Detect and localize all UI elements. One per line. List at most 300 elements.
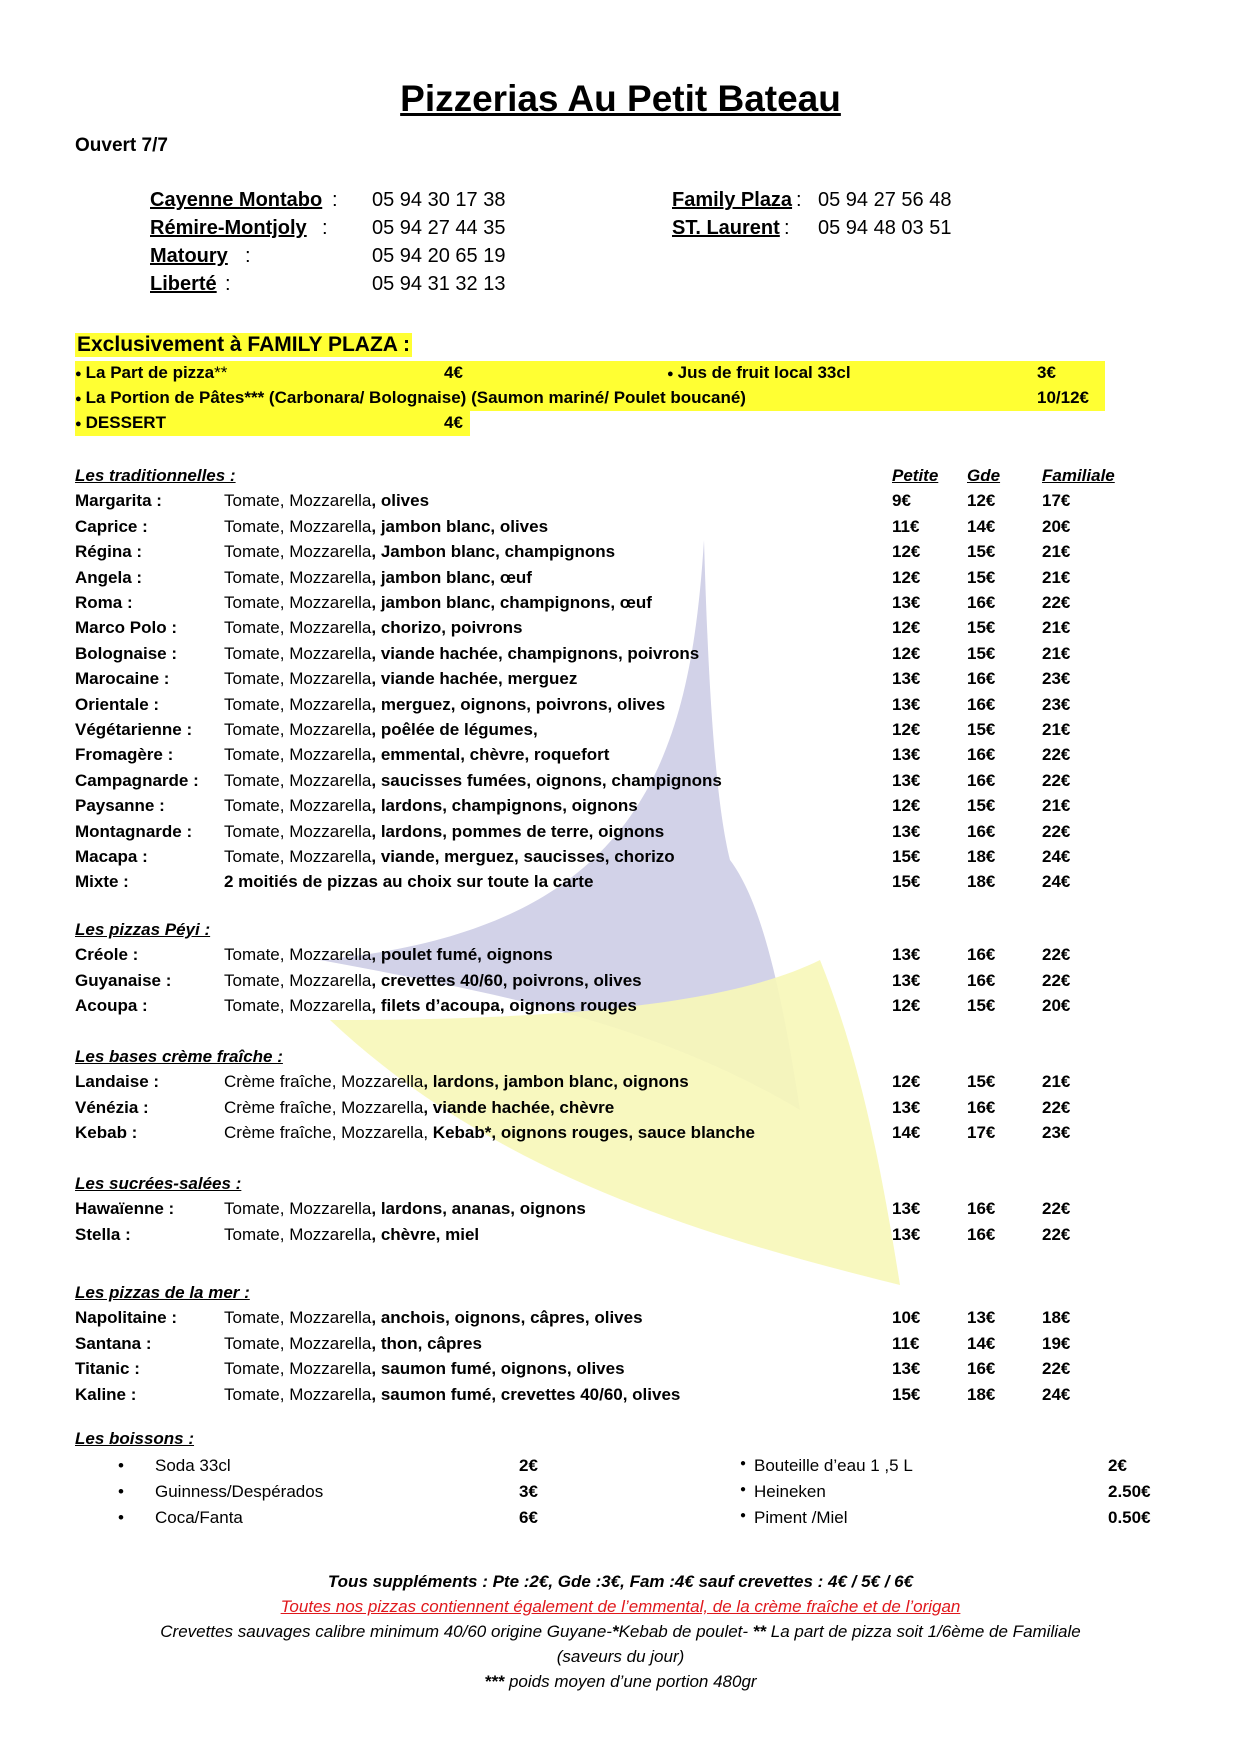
price-grande: 14€ bbox=[967, 1333, 996, 1353]
menu-item bbox=[0, 1308, 1241, 1333]
price-petite: 13€ bbox=[892, 945, 921, 965]
item-description bbox=[224, 945, 553, 965]
item-toppings: , lardons, ananas, oignons bbox=[371, 1199, 586, 1219]
section-title: Les pizzas de la mer : bbox=[75, 1283, 250, 1302]
opening-hours: Ouvert 7/7 bbox=[75, 135, 168, 156]
item-name: Paysanne : bbox=[75, 796, 165, 816]
item-name: Végétarienne : bbox=[75, 720, 193, 739]
shrimp-note-text: Crevettes sauvages calibre minimum 40/60 origine Guyane- bbox=[160, 1622, 612, 1641]
menu-item bbox=[0, 720, 1241, 745]
price-petite: 13€ bbox=[892, 1097, 921, 1117]
item-description bbox=[224, 847, 675, 867]
menu-item bbox=[0, 971, 1241, 996]
exclusive-item-price: 4€ bbox=[444, 363, 463, 382]
price-grande: 16€ bbox=[967, 694, 996, 714]
location-name: Matoury bbox=[150, 245, 228, 267]
item-description bbox=[224, 996, 637, 1016]
exclusive-item-price: 4€ bbox=[444, 413, 463, 432]
item-description bbox=[224, 822, 664, 842]
bullet-icon: ● bbox=[75, 417, 82, 430]
item-base: Tomate, Mozzarella bbox=[224, 770, 372, 790]
price-grande: 15€ bbox=[967, 567, 996, 587]
kebab-note-text: Kebab de poulet- bbox=[618, 1622, 753, 1641]
item-description bbox=[224, 720, 538, 740]
bullet-icon: ● bbox=[740, 1510, 747, 1521]
item-name: Kaline : bbox=[75, 1384, 137, 1404]
price-petite: 11€ bbox=[892, 1333, 920, 1353]
item-toppings: , jambon blanc, champignons, œuf bbox=[371, 593, 652, 612]
item-toppings: , saumon fumé, oignons, olives bbox=[371, 1359, 625, 1379]
price-familiale: 22€ bbox=[1042, 770, 1071, 790]
price-petite: 15€ bbox=[892, 1384, 921, 1404]
footnote-mark: ** bbox=[752, 1622, 767, 1641]
exclusive-item-label: La Part de pizza bbox=[85, 363, 215, 382]
menu-item bbox=[0, 945, 1241, 970]
item-description bbox=[224, 1308, 643, 1328]
bullet-icon: • bbox=[118, 1508, 124, 1527]
item-base: Tomate, Mozzarella bbox=[224, 1224, 372, 1244]
item-base: Tomate, Mozzarella bbox=[224, 796, 372, 816]
item-description bbox=[224, 1225, 479, 1245]
exclusive-item bbox=[667, 363, 851, 383]
location-phone: 05 94 27 56 48 bbox=[818, 189, 952, 211]
price-grande: 15€ bbox=[967, 796, 996, 816]
drink-name: Bouteille d’eau 1 ,5 L bbox=[754, 1456, 913, 1475]
location-name: ST. Laurent bbox=[672, 217, 780, 239]
item-toppings: , filets d’acoupa, oignons rouges bbox=[371, 996, 637, 1016]
menu-item bbox=[0, 669, 1241, 694]
price-familiale: 21€ bbox=[1042, 618, 1071, 638]
price-familiale: 22€ bbox=[1042, 745, 1071, 765]
section-title: Les bases crème fraîche : bbox=[75, 1047, 283, 1066]
item-name: Santana : bbox=[75, 1333, 152, 1353]
price-familiale: 20€ bbox=[1042, 516, 1071, 536]
footnote-mark: *** bbox=[484, 1672, 505, 1691]
item-base: Tomate, Mozzarella bbox=[224, 847, 372, 866]
price-petite: 13€ bbox=[892, 970, 921, 990]
menu-item bbox=[0, 996, 1241, 1021]
menu-item bbox=[0, 1359, 1241, 1384]
item-description bbox=[224, 796, 638, 816]
shrimp-note bbox=[0, 1622, 1241, 1642]
price-grande: 16€ bbox=[967, 669, 996, 689]
price-grande: 15€ bbox=[967, 542, 996, 562]
item-base: Tomate, Mozzarella bbox=[224, 593, 372, 612]
item-description bbox=[224, 771, 722, 791]
price-grande: 16€ bbox=[967, 745, 996, 765]
menu-item bbox=[0, 822, 1241, 847]
item-toppings: , lardons, champignons, oignons bbox=[371, 796, 638, 816]
price-petite: 15€ bbox=[892, 872, 921, 892]
item-toppings: , olives bbox=[371, 491, 430, 511]
item-toppings: , chèvre, miel bbox=[371, 1224, 480, 1244]
menu-item bbox=[0, 1098, 1241, 1123]
item-description bbox=[224, 1098, 614, 1118]
price-familiale: 22€ bbox=[1042, 1199, 1071, 1219]
price-grande: 13€ bbox=[967, 1308, 996, 1328]
item-name: Campagnarde : bbox=[75, 770, 199, 790]
menu-item bbox=[0, 847, 1241, 872]
exclusive-title: Exclusivement à FAMILY PLAZA : bbox=[77, 333, 410, 356]
bullet-icon: ● bbox=[667, 367, 674, 380]
price-familiale: 22€ bbox=[1042, 970, 1071, 990]
item-description bbox=[224, 568, 532, 588]
drink-price: 2€ bbox=[519, 1456, 538, 1475]
item-toppings: , viande, merguez, saucisses, chorizo bbox=[371, 847, 675, 866]
price-petite: 12€ bbox=[892, 567, 921, 587]
price-petite: 9€ bbox=[892, 491, 911, 511]
flavors-note: (saveurs du jour) bbox=[556, 1647, 685, 1666]
menu-item bbox=[0, 568, 1241, 593]
weight-note-text: poids moyen d’une portion 480gr bbox=[504, 1672, 757, 1691]
price-familiale: 21€ bbox=[1042, 567, 1071, 587]
price-petite: 14€ bbox=[892, 1123, 921, 1143]
item-name: Orientale : bbox=[75, 694, 160, 714]
ingredients-notice: Toutes nos pizzas contiennent également de l’emmental, de la crème fraîche et de l’origan bbox=[280, 1597, 961, 1616]
price-petite: 12€ bbox=[892, 720, 921, 739]
price-grande: 16€ bbox=[967, 1199, 996, 1219]
price-grande: 16€ bbox=[967, 1224, 996, 1244]
item-base: Tomate, Mozzarella bbox=[224, 643, 372, 663]
item-description bbox=[224, 745, 609, 765]
price-petite: 13€ bbox=[892, 745, 921, 765]
item-base: Tomate, Mozzarella bbox=[224, 618, 372, 638]
item-base: Tomate, Mozzarella bbox=[224, 745, 372, 765]
price-petite: 12€ bbox=[892, 643, 921, 663]
location-name: Family Plaza bbox=[672, 189, 793, 211]
section-title: Les traditionnelles : bbox=[75, 466, 236, 485]
item-toppings: , jambon blanc, olives bbox=[371, 516, 549, 536]
item-name: Bolognaise : bbox=[75, 643, 178, 663]
item-name: Hawaïenne : bbox=[75, 1199, 175, 1219]
item-base: Tomate, Mozzarella bbox=[224, 542, 372, 562]
item-base: Tomate, Mozzarella bbox=[224, 945, 372, 965]
item-description bbox=[224, 517, 548, 537]
item-name: Acoupa : bbox=[75, 996, 148, 1016]
price-petite: 13€ bbox=[892, 821, 921, 841]
item-name: Guyanaise : bbox=[75, 970, 172, 990]
menu-item bbox=[0, 1123, 1241, 1148]
item-base: Tomate, Mozzarella bbox=[224, 669, 372, 689]
menu-item bbox=[0, 618, 1241, 643]
price-grande: 16€ bbox=[967, 1097, 996, 1117]
location-phone: 05 94 27 44 35 bbox=[372, 217, 506, 239]
location-colon: : bbox=[245, 245, 251, 267]
drink-price: 2.50€ bbox=[1108, 1482, 1151, 1501]
item-base: Tomate, Mozzarella bbox=[224, 1384, 372, 1404]
price-familiale: 23€ bbox=[1042, 694, 1071, 714]
item-name: Créole : bbox=[75, 945, 139, 965]
menu-item bbox=[0, 1199, 1241, 1224]
item-base: Tomate, Mozzarella bbox=[224, 516, 372, 536]
location-colon: : bbox=[322, 217, 328, 239]
menu-item bbox=[0, 491, 1241, 516]
item-base: Crème fraîche, Mozzarella bbox=[224, 1072, 424, 1092]
location-name: Liberté bbox=[150, 273, 217, 295]
drink-price: 3€ bbox=[519, 1482, 538, 1501]
menu-item bbox=[0, 644, 1241, 669]
column-header-petite: Petite bbox=[892, 466, 939, 485]
item-toppings: , jambon blanc, œuf bbox=[371, 567, 532, 587]
item-base: Tomate, Mozzarella bbox=[224, 1308, 372, 1328]
price-petite: 12€ bbox=[892, 618, 921, 638]
item-description bbox=[224, 1199, 586, 1219]
drink-name: Soda 33cl bbox=[155, 1456, 231, 1475]
item-name: Margarita : bbox=[75, 491, 162, 511]
item-description bbox=[224, 618, 523, 638]
price-familiale: 17€ bbox=[1042, 491, 1071, 511]
bullet-icon: • bbox=[118, 1482, 124, 1501]
item-description bbox=[224, 1123, 755, 1143]
price-familiale: 23€ bbox=[1042, 1123, 1071, 1143]
price-petite: 12€ bbox=[892, 1072, 921, 1092]
exclusive-item bbox=[75, 388, 746, 408]
price-grande: 15€ bbox=[967, 996, 996, 1016]
item-toppings: , poêlée de légumes, bbox=[371, 720, 538, 739]
exclusive-item-price: 10/12€ bbox=[1037, 388, 1089, 407]
menu-item bbox=[0, 745, 1241, 770]
exclusive-item bbox=[75, 363, 227, 383]
price-grande: 16€ bbox=[967, 593, 996, 612]
price-familiale: 22€ bbox=[1042, 821, 1071, 841]
item-toppings: 2 moitiés de pizzas au choix sur toute la carte bbox=[224, 872, 594, 892]
column-header-familiale: Familiale bbox=[1042, 466, 1115, 485]
menu-item bbox=[0, 1072, 1241, 1097]
item-toppings: , emmental, chèvre, roquefort bbox=[371, 745, 610, 765]
price-grande: 14€ bbox=[967, 516, 996, 536]
item-toppings: , poulet fumé, oignons bbox=[371, 945, 553, 965]
menu-item bbox=[0, 695, 1241, 720]
price-grande: 15€ bbox=[967, 618, 996, 638]
price-petite: 12€ bbox=[892, 796, 921, 816]
item-name: Montagnarde : bbox=[75, 821, 193, 841]
item-description bbox=[224, 1385, 680, 1405]
item-name: Caprice : bbox=[75, 516, 148, 536]
price-grande: 15€ bbox=[967, 1072, 996, 1092]
item-description bbox=[224, 644, 699, 664]
price-familiale: 21€ bbox=[1042, 720, 1071, 739]
item-name: Régina : bbox=[75, 542, 143, 562]
price-petite: 13€ bbox=[892, 770, 921, 790]
item-description bbox=[224, 872, 593, 892]
item-description bbox=[224, 971, 642, 991]
location-phone: 05 94 30 17 38 bbox=[372, 189, 506, 211]
bullet-icon: ● bbox=[75, 367, 82, 380]
item-toppings: , viande hachée, merguez bbox=[371, 669, 578, 689]
item-description bbox=[224, 1359, 625, 1379]
price-grande: 17€ bbox=[967, 1123, 996, 1143]
menu-item bbox=[0, 517, 1241, 542]
drink-price: 6€ bbox=[519, 1508, 538, 1527]
item-base: Tomate, Mozzarella bbox=[224, 1359, 372, 1379]
location-phone: 05 94 48 03 51 bbox=[818, 217, 952, 239]
item-base: Tomate, Mozzarella bbox=[224, 491, 372, 511]
price-petite: 13€ bbox=[892, 669, 921, 689]
item-base: Tomate, Mozzarella bbox=[224, 821, 372, 841]
location-colon: : bbox=[784, 217, 790, 239]
bullet-icon: • bbox=[118, 1456, 124, 1475]
price-grande: 18€ bbox=[967, 847, 996, 866]
exclusive-item-price: 3€ bbox=[1037, 363, 1056, 382]
price-grande: 15€ bbox=[967, 643, 996, 663]
bullet-icon: ● bbox=[75, 392, 82, 405]
exclusive-item-label: Jus de fruit local 33cl bbox=[677, 363, 851, 382]
price-familiale: 22€ bbox=[1042, 593, 1071, 612]
exclusive-item-mark: ** bbox=[214, 363, 228, 382]
price-grande: 15€ bbox=[967, 720, 996, 739]
item-name: Roma : bbox=[75, 593, 133, 612]
menu-item bbox=[0, 872, 1241, 897]
price-grande: 16€ bbox=[967, 821, 996, 841]
price-petite: 13€ bbox=[892, 1199, 921, 1219]
price-familiale: 18€ bbox=[1042, 1308, 1071, 1328]
price-petite: 13€ bbox=[892, 593, 921, 612]
item-description bbox=[224, 491, 429, 511]
highlight-bar bbox=[75, 361, 1105, 386]
item-name: Macapa : bbox=[75, 847, 148, 866]
price-familiale: 22€ bbox=[1042, 1097, 1071, 1117]
item-toppings: , saucisses fumées, oignons, champignons bbox=[371, 770, 722, 790]
drinks-title: Les boissons : bbox=[75, 1429, 195, 1448]
page-title: Pizzerias Au Petit Bateau bbox=[400, 78, 841, 119]
price-grande: 18€ bbox=[967, 1384, 996, 1404]
price-grande: 16€ bbox=[967, 770, 996, 790]
price-familiale: 21€ bbox=[1042, 643, 1071, 663]
item-name: Marco Polo : bbox=[75, 618, 178, 638]
price-grande: 16€ bbox=[967, 945, 996, 965]
menu-item bbox=[0, 1225, 1241, 1250]
price-petite: 12€ bbox=[892, 542, 921, 562]
price-grande: 16€ bbox=[967, 1359, 996, 1379]
column-header-grande: Gde bbox=[967, 466, 1001, 485]
item-base: Tomate, Mozzarella bbox=[224, 720, 372, 739]
location-colon: : bbox=[332, 189, 338, 211]
item-toppings: , anchois, oignons, câpres, olives bbox=[371, 1308, 643, 1328]
drink-price: 0.50€ bbox=[1108, 1508, 1151, 1527]
price-familiale: 22€ bbox=[1042, 1224, 1071, 1244]
item-toppings: , viande hachée, champignons, poivrons bbox=[371, 643, 700, 663]
item-description bbox=[224, 695, 665, 715]
item-base: Tomate, Mozzarella bbox=[224, 1333, 372, 1353]
item-toppings: , saumon fumé, crevettes 40/60, olives bbox=[371, 1384, 681, 1404]
location-phone: 05 94 31 32 13 bbox=[372, 273, 506, 295]
drink-price: 2€ bbox=[1108, 1456, 1127, 1475]
item-name: Kebab : bbox=[75, 1123, 138, 1143]
price-familiale: 20€ bbox=[1042, 996, 1071, 1016]
menu-item bbox=[0, 593, 1241, 618]
exclusive-item-label: DESSERT bbox=[85, 413, 166, 432]
item-name: Vénézia : bbox=[75, 1097, 149, 1117]
item-toppings: , merguez, oignons, poivrons, olives bbox=[371, 694, 666, 714]
item-description bbox=[224, 1072, 689, 1092]
item-base: Crème fraîche, Mozzarella, bbox=[224, 1123, 433, 1143]
item-base: Tomate, Mozzarella bbox=[224, 567, 372, 587]
item-toppings: , lardons, jambon blanc, oignons bbox=[423, 1072, 689, 1092]
slice-note-text: La part de pizza soit 1/6ème de Familiale bbox=[766, 1622, 1081, 1641]
price-grande: 18€ bbox=[967, 872, 996, 892]
location-colon: : bbox=[225, 273, 231, 295]
price-petite: 12€ bbox=[892, 996, 921, 1016]
price-petite: 13€ bbox=[892, 1359, 921, 1379]
price-petite: 13€ bbox=[892, 1224, 921, 1244]
price-familiale: 22€ bbox=[1042, 945, 1071, 965]
location-name: Cayenne Montabo bbox=[150, 189, 323, 211]
menu-item bbox=[0, 796, 1241, 821]
price-familiale: 21€ bbox=[1042, 1072, 1071, 1092]
item-name: Fromagère : bbox=[75, 745, 174, 765]
item-name: Angela : bbox=[75, 567, 143, 587]
item-description bbox=[224, 593, 652, 613]
item-name: Landaise : bbox=[75, 1072, 160, 1092]
location-phone: 05 94 20 65 19 bbox=[372, 245, 506, 267]
exclusive-item bbox=[75, 413, 166, 433]
item-name: Marocaine : bbox=[75, 669, 170, 689]
drink-name: Heineken bbox=[754, 1482, 826, 1501]
item-description bbox=[224, 669, 577, 689]
price-familiale: 22€ bbox=[1042, 1359, 1071, 1379]
price-grande: 12€ bbox=[967, 491, 996, 511]
price-familiale: 24€ bbox=[1042, 872, 1071, 892]
item-toppings: , thon, câpres bbox=[371, 1333, 482, 1353]
menu-item bbox=[0, 542, 1241, 567]
item-name: Stella : bbox=[75, 1224, 131, 1244]
price-familiale: 21€ bbox=[1042, 796, 1071, 816]
item-name: Titanic : bbox=[75, 1359, 140, 1379]
price-petite: 13€ bbox=[892, 694, 921, 714]
item-base: Tomate, Mozzarella bbox=[224, 694, 372, 714]
price-grande: 16€ bbox=[967, 970, 996, 990]
price-familiale: 19€ bbox=[1042, 1333, 1071, 1353]
item-name: Mixte : bbox=[75, 872, 129, 892]
menu-item bbox=[0, 771, 1241, 796]
menu-item bbox=[0, 1334, 1241, 1359]
supplements-note: Tous suppléments : Pte :2€, Gde :3€, Fam :4€ sauf crevettes : 4€ / 5€ / 6€ bbox=[327, 1572, 914, 1591]
location-name: Rémire-Montjoly bbox=[150, 217, 307, 239]
item-description bbox=[224, 1334, 482, 1354]
menu-item bbox=[0, 1385, 1241, 1410]
item-toppings: Kebab*, oignons rouges, sauce blanche bbox=[432, 1123, 755, 1143]
item-base: Tomate, Mozzarella bbox=[224, 996, 372, 1016]
weight-note bbox=[0, 1672, 1241, 1692]
item-description bbox=[224, 542, 615, 562]
price-petite: 15€ bbox=[892, 847, 921, 866]
exclusive-item-label: La Portion de Pâtes*** (Carbonara/ Bolognaise) (Saumon mariné/ Poulet boucané) bbox=[85, 388, 746, 407]
price-familiale: 24€ bbox=[1042, 1384, 1071, 1404]
item-toppings: , viande hachée, chèvre bbox=[423, 1097, 615, 1117]
item-base: Tomate, Mozzarella bbox=[224, 970, 372, 990]
item-base: Crème fraîche, Mozzarella bbox=[224, 1097, 424, 1117]
section-title: Les pizzas Péyi : bbox=[75, 920, 211, 939]
location-colon: : bbox=[796, 189, 802, 211]
price-familiale: 21€ bbox=[1042, 542, 1071, 562]
price-familiale: 23€ bbox=[1042, 669, 1071, 689]
footnote-mark: * bbox=[611, 1622, 619, 1641]
item-toppings: , Jambon blanc, champignons bbox=[371, 542, 616, 562]
drink-name: Piment /Miel bbox=[754, 1508, 848, 1527]
item-name: Napolitaine : bbox=[75, 1308, 178, 1328]
item-toppings: , chorizo, poivrons bbox=[371, 618, 523, 638]
bullet-icon: ● bbox=[740, 1484, 747, 1495]
price-petite: 10€ bbox=[892, 1308, 921, 1328]
drink-name: Coca/Fanta bbox=[155, 1508, 243, 1527]
item-toppings: , crevettes 40/60, poivrons, olives bbox=[371, 970, 642, 990]
item-base: Tomate, Mozzarella bbox=[224, 1199, 372, 1219]
bullet-icon: ● bbox=[740, 1458, 747, 1469]
item-toppings: , lardons, pommes de terre, oignons bbox=[371, 821, 665, 841]
price-familiale: 24€ bbox=[1042, 847, 1071, 866]
drink-name: Guinness/Despérados bbox=[155, 1482, 324, 1501]
price-petite: 11€ bbox=[892, 516, 920, 536]
